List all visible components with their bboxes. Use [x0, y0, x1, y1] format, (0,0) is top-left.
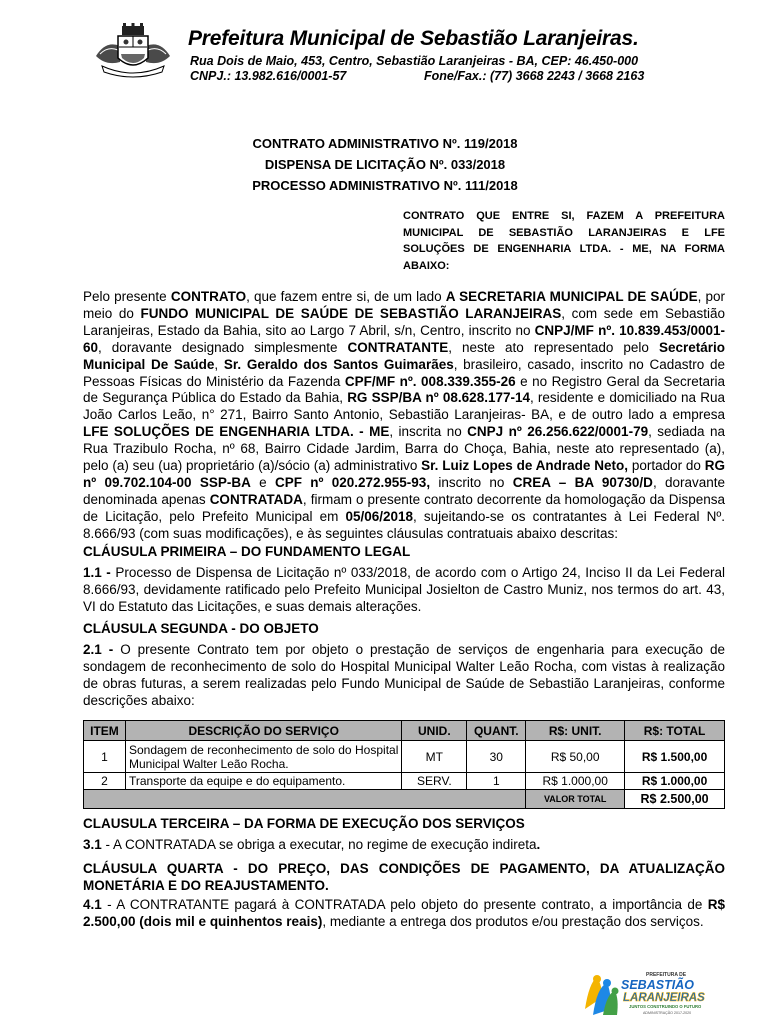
cell-quantity: 30	[467, 741, 526, 773]
table-row	[84, 741, 725, 773]
municipal-crest-icon	[92, 22, 174, 78]
waiver-title: DISPENSA DE LICITAÇÃO Nº. 033/2018	[264, 157, 506, 172]
services-table	[83, 720, 725, 809]
cell-total: R$ 1.500,00	[625, 741, 725, 773]
header-phone: Fone/Fax.: (77) 3668 2243 / 3668 2163	[424, 69, 645, 83]
cell-unit: SERV.	[402, 773, 467, 790]
contract-preamble: CONTRATO QUE ENTRE SI, FAZEM A PREFEITURA MUNICIPAL DE SEBASTIÃO LARANJEIRAS E LFE SOLUÇÕES DE ENGENHARIA LTDA. - ME, NA FORMA ABAIXO:	[403, 210, 725, 272]
cell-unit: MT	[402, 741, 467, 773]
cell-item: 1	[84, 741, 126, 773]
clause-4-text: 4.1 - A CONTRATANTE pagará à CONTRATADA pelo objeto do presente contrato, a importância de R$ 2.500,00 (dois mil e quinhentos reais), mediante a entrega dos produtos e/ou prestação dos serviços.	[83, 897, 725, 929]
city-hall-logo	[583, 969, 723, 1017]
table-total-row	[84, 790, 725, 809]
logo-years: ADMINISTRAÇÃO 2017-2020	[643, 1011, 692, 1015]
table-header-row	[84, 721, 725, 741]
cell-total: R$ 1.000,00	[625, 773, 725, 790]
clause-3-heading: CLAUSULA TERCEIRA – DA FORMA DE EXECUÇÃO DOS SERVIÇOS	[83, 816, 525, 831]
process-title: PROCESSO ADMINISTRATIVO Nº. 111/2018	[252, 178, 518, 193]
clause-2-heading: CLÁUSULA SEGUNDA - DO OBJETO	[83, 621, 319, 636]
column-header-unit: UNID.	[402, 721, 467, 741]
column-header-quantity: QUANT.	[467, 721, 526, 741]
column-header-total: R$: TOTAL	[625, 721, 725, 741]
cell-item: 2	[84, 773, 126, 790]
cell-description: Transporte da equipe e do equipamento.	[125, 773, 401, 790]
column-header-item: ITEM	[84, 721, 126, 741]
contract-title: CONTRATO ADMINISTRATIVO Nº. 119/2018	[252, 136, 518, 151]
column-header-description: DESCRIÇÃO DO SERVIÇO	[125, 721, 401, 741]
cell-description: Sondagem de reconhecimento de solo do Hospital Municipal Walter Leão Rocha.	[125, 741, 401, 773]
header-cnpj: CNPJ.: 13.982.616/0001-57	[190, 69, 347, 83]
header-title: Prefeitura Municipal de Sebastião Laranjeiras.	[188, 27, 639, 50]
clause-1-text: 1.1 - Processo de Dispensa de Licitação nº 033/2018, de acordo com o Artigo 24, Inciso II da Lei Federal 8.666/93, devidamente ratificado pelo Prefeito Municipal Josielton de Castro Muniz, nos termos do art. 43, VI do Estatuto das Licitações, e suas demais alterações.	[83, 565, 726, 614]
clause-3-text: 3.1 - A CONTRATADA se obriga a executar, no regime de execução indireta.	[83, 837, 541, 852]
cell-quantity: 1	[467, 773, 526, 790]
cell-unit-price: R$ 50,00	[526, 741, 625, 773]
clause-1-heading: CLÁUSULA PRIMEIRA – DO FUNDAMENTO LEGAL	[83, 544, 411, 559]
clause-4-heading: CLÁUSULA QUARTA - DO PREÇO, DAS CONDIÇÕES DE PAGAMENTO, DA ATUALIZAÇÃO MONETÁRIA E DO REAJUSTAMENTO.	[83, 861, 725, 893]
table-row	[84, 773, 725, 790]
header-address: Rua Dois de Maio, 453, Centro, Sebastião Laranjeiras - BA, CEP: 46.450-000	[190, 54, 639, 68]
logo-name-line-2: LARANJEIRAS	[623, 992, 705, 1004]
logo-name-line-1: SEBASTIÃO	[621, 978, 694, 992]
total-label: VALOR TOTAL	[526, 790, 625, 809]
intro-paragraph: Pelo presente CONTRATO, que fazem entre si, de um lado A SECRETARIA MUNICIPAL DE SAÚDE, por meio do FUNDO MUNICIPAL DE SAÚDE DE SEBASTIÃO LARANJEIRAS, com sede em Sebastião Laranjeiras, Estado da Bahia, sito ao Largo 7 Abril, s/n, Centro, inscrito no CNPJ/MF nº. 10.839.453/0001-60, doravante designado simplesmente CONTRATANTE, neste ato representado pelo Secretário Municipal De Saúde, Sr. Geraldo dos Santos Guimarães, brasileiro, casado, inscrito no Cadastro de Pessoas Físicas do Ministério da Fazenda CPF/MF nº. 008.339.355-26 e no Registro Geral da Secretaria de Segurança Pública do Estado da Bahia, RG SSP/BA nº 08.628.177-14, residente e domiciliado na Rua João Carlos Leão, n° 271, Bairro Santo Antonio, Sebastião Laranjeiras- BA, e de outro lado a empresa LFE SOLUÇÕES DE ENGENHARIA LTDA. - ME, inscrita no CNPJ nº 26.256.622/0001-79, sediada na Rua Trazibulo Rocha, nº 68, Bairro Cidade Jardim, Barra do Choça, Bahia, neste ato representado (a), pelo (a) seu (ua) proprietário (a)/sócio (a) administrativo Sr. Luiz Lopes de Andrade Neto, portador do RG nº 09.702.104-00 SSP-BA e CPF nº 020.272.955-93, inscrito no CREA – BA 90730/D, doravante denominada apenas CONTRATADA, firmam o presente contrato decorrente da homologação da Dispensa de Licitação, pelo Prefeito Municipal em 05/06/2018, sujeitando-se os contratantes à Lei Federal Nº. 8.666/93 (com suas modificações), e às seguintes cláusulas contratuais abaixo descritas:	[83, 289, 726, 541]
column-header-unit-price: R$: UNIT.	[526, 721, 625, 741]
logo-top-text: PREFEITURA DE	[646, 972, 687, 978]
cell-unit-price: R$ 1.000,00	[526, 773, 625, 790]
total-value: R$ 2.500,00	[625, 790, 725, 809]
logo-slogan: JUNTOS CONSTRUINDO O FUTURO	[629, 1004, 702, 1009]
total-row-filler	[84, 790, 526, 809]
clause-2-text: 2.1 - O presente Contrato tem por objeto o prestação de serviços de engenharia para execução de sondagem de reconhecimento de solo do Hospital Municipal Walter Leão Rocha, com vistas à realização de obras futuras, a serem realizadas pelo Fundo Municipal de Saúde de Sebastião Laranjeiras, conforme descrições abaixo:	[83, 642, 725, 708]
